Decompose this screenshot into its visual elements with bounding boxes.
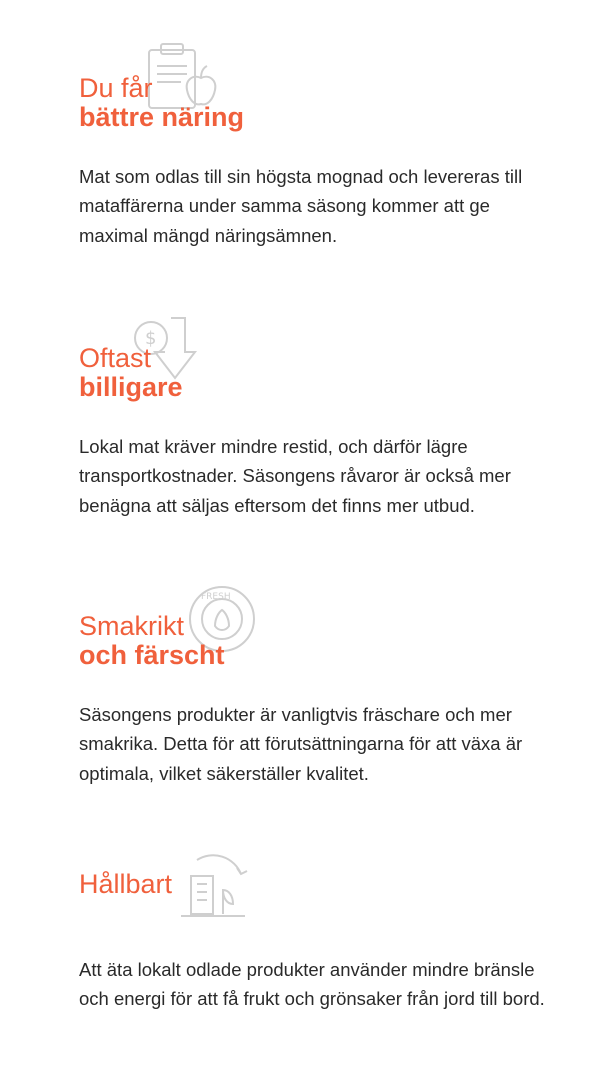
benefit-sustainable [79,846,549,1014]
body-text: Säsongens produkter är vanligtvis fräschare och mer smakrika. Detta för att förutsättningarna för att växa är optimala, vilket säkerställer kvalitet. [79,704,523,784]
title [79,578,549,670]
title [79,40,549,132]
title-bold: bättre näring [79,102,245,132]
title-light: Smakrikt [79,611,185,641]
benefit-nutrition [79,40,549,250]
benefit-tasty-fresh [79,578,549,788]
title-light: Hållbart [79,869,173,899]
title-light: Oftast [79,343,152,373]
title-bold: billigare [79,372,183,402]
body-text: Att äta lokalt odlade produkter använder mindre bränsle och energi för att få frukt och grönsaker från jord till bord. [79,959,545,1010]
stamp-text: FRESH [201,592,231,602]
benefit-cheaper [79,310,549,520]
svg-text:$: $ [145,328,157,349]
title-bold: och färscht [79,640,225,670]
title-light: Du får [79,73,153,103]
body-text: Mat som odlas till sin högsta mognad och levereras till mataffärerna under samma säsong kommer att ge maximal mängd näringsämnen. [79,166,523,246]
title [79,310,549,402]
body-text: Lokal mat kräver mindre restid, och därför lägre transportkostnader. Säsongens råvaror är också mer benägna att säljas eftersom det finns mer utbud. [79,436,511,516]
title [79,846,549,899]
